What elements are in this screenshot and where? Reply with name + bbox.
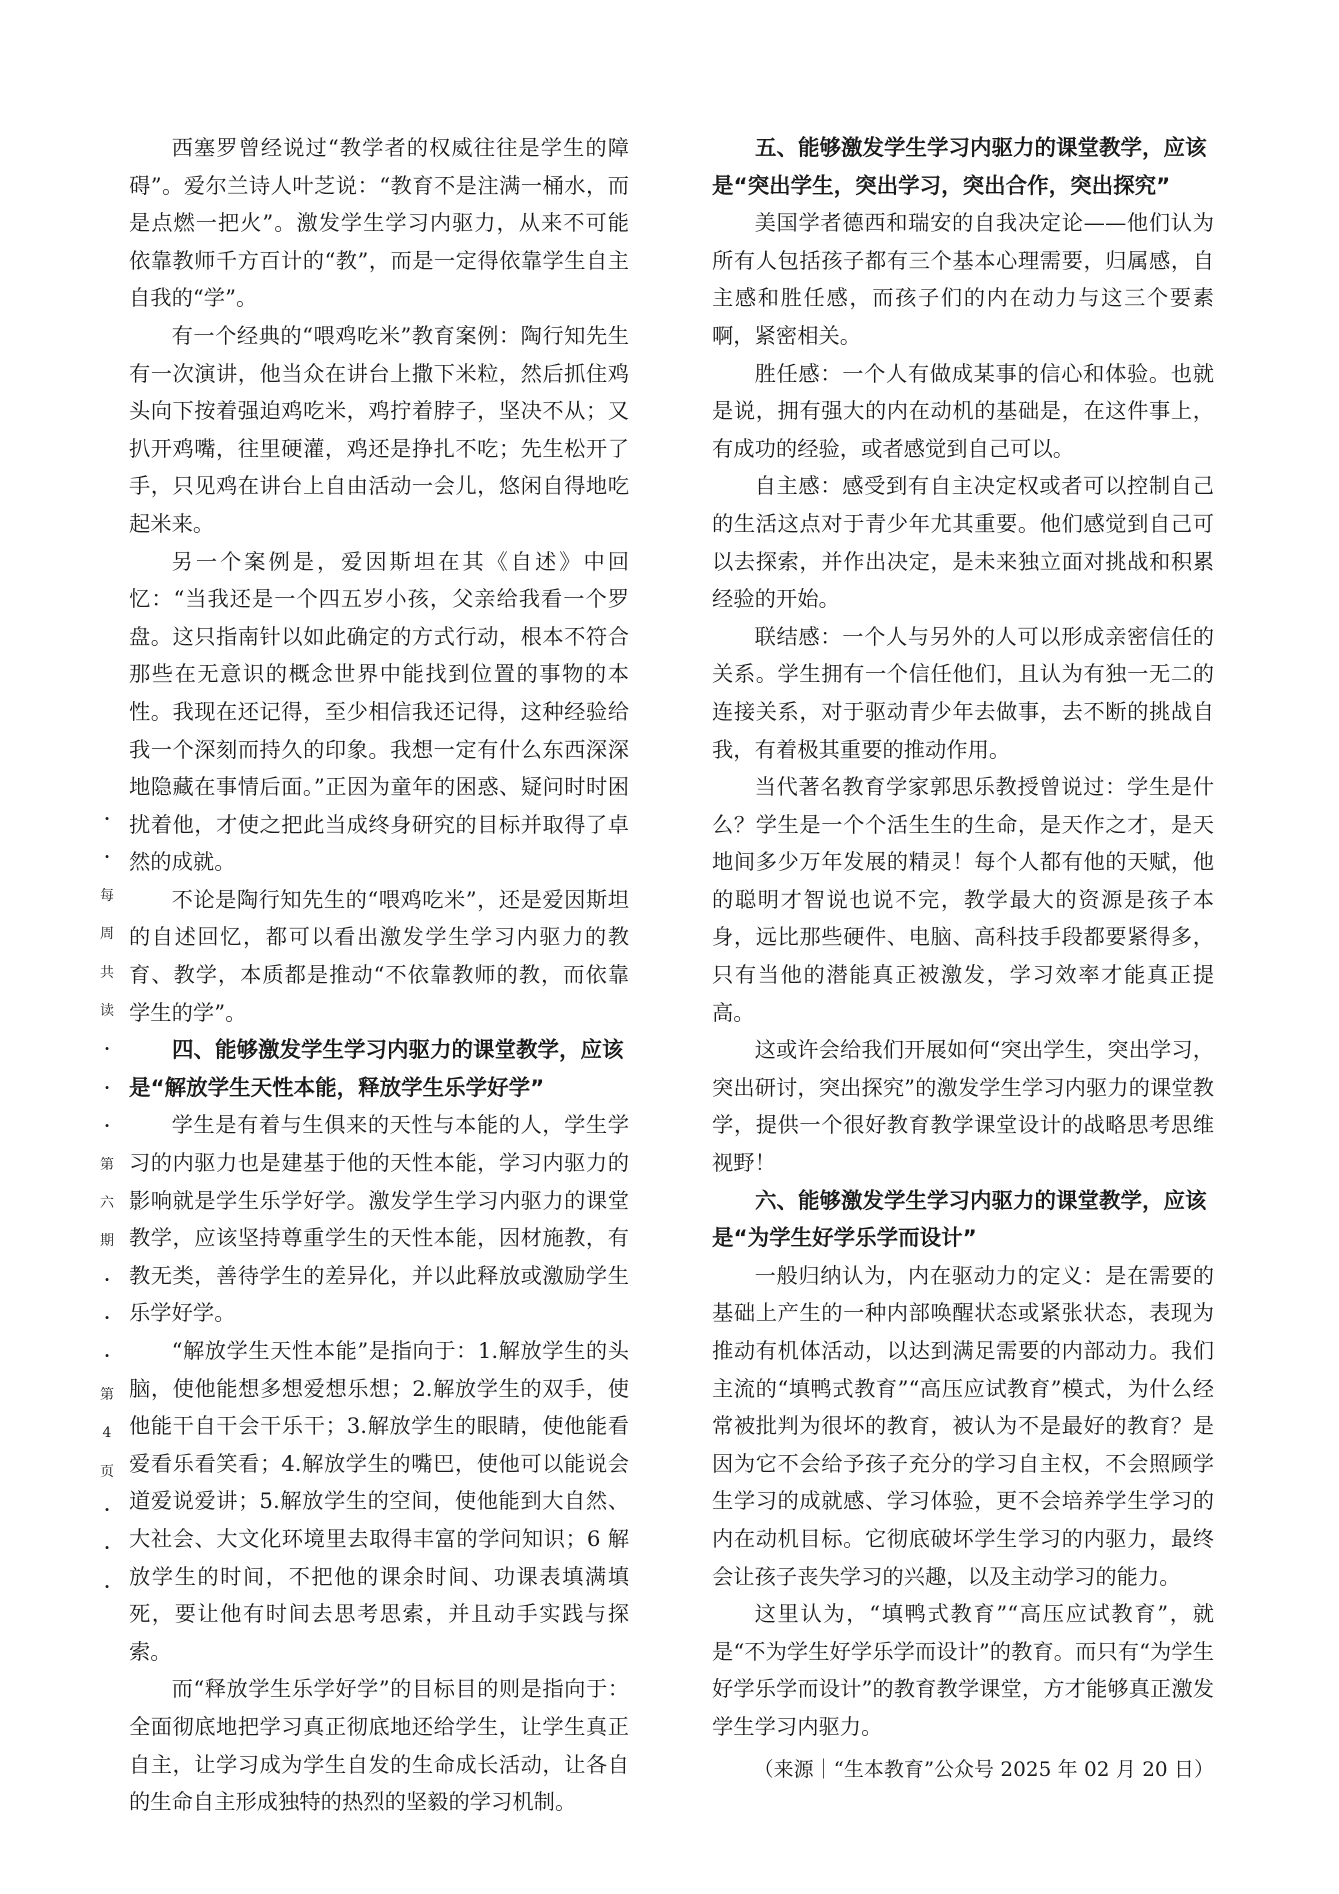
- margin-char: 第: [100, 1386, 114, 1403]
- section-heading: 四、能够激发学生学习内驱力的课堂教学，应该是“解放学生天性本能，释放学生乐学好学”: [129, 1038, 624, 1101]
- paragraph: “解放学生天性本能”是指向于：1.解放学生的头脑，使他能想多想爱想乐想；2.解放学生的双手，使他能干自干会干乐干；3.解放学生的眼睛，使他能看爱看乐看笑看；4.解放学生的嘴巴，使他可以能说会道爱说爱讲；5.解放学生的空间，使他能到大自然、大社会、大文化环境里去取得丰富的学问知识；6 解放学生的时间，不把他的课余时间、功课表填满填死，要让他有时间去思考思索，并且动手实践与探索。: [129, 1339, 629, 1665]
- page-margin-label: [98, 800, 116, 1606]
- left-column: [129, 130, 629, 1822]
- margin-char: 周: [100, 926, 114, 943]
- paragraph: 胜任感：一个人有做成某事的信心和体验。也就是说，拥有强大的内在动机的基础是，在这件事上，有成功的经验，或者感觉到自己可以。: [712, 361, 1214, 462]
- margin-char: ·: [104, 1346, 110, 1366]
- paragraph: 这或许会给我们开展如何“突出学生，突出学习，突出研讨，突出探究”的激发学生学习内驱力的课堂教学，提供一个很好教育教学课堂设计的战略思考思维视野！: [712, 1038, 1214, 1177]
- margin-char: ·: [104, 1500, 110, 1520]
- paragraph: 美国学者德西和瑞安的自我决定论——他们认为所有人包括孩子都有三个基本心理需要，归属感，自主感和胜任感，而孩子们的内在动力与这三个要素啊，紧密相关。: [712, 211, 1214, 349]
- margin-char: ·: [104, 1269, 110, 1289]
- paragraph: 联结感：一个人与另外的人可以形成亲密信任的关系。学生拥有一个信任他们，且认为有独一无二的连接关系，对于驱动青少年去做事，去不断的挑战自我，有着极其重要的推动作用。: [712, 624, 1214, 763]
- margin-char: ·: [104, 1039, 110, 1059]
- paragraph: 不论是陶行知先生的“喂鸡吃米”，还是爱因斯坦的自述回忆，都可以看出激发学生学习内驱力的教育、教学，本质都是推动“不依靠教师的教，而依靠学生的学”。: [129, 887, 629, 1026]
- paragraph: 另一个案例是，爱因斯坦在其《自述》中回忆：“当我还是一个四五岁小孩，父亲给我看一个罗盘。这只指南针以如此确定的方式行动，根本不符合那些在无意识的概念世界中能找到位置的事物的本性。我现在还记得，至少相信我还记得，这种经验给我一个深刻而持久的印象。我想一定有什么东西深深地隐藏在事情后面。”正因为童年的困惑、疑问时时困扰着他，才使之把此当成终身研究的目标并取得了卓然的成就。: [129, 549, 629, 876]
- paragraph: 而“释放学生乐学好学”的目标目的则是指向于：全面彻底地把学习真正彻底地还给学生，让学生真正自主，让学习成为学生自发的生命成长活动，让各自的生命自主形成独特的热烈的坚毅的学习机制。: [129, 1677, 629, 1816]
- margin-char: 共: [100, 964, 114, 981]
- margin-char: 六: [100, 1194, 114, 1211]
- paragraph: 一般归纳认为，内在驱动力的定义：是在需要的基础上产生的一种内部唤醒状态或紧张状态，表现为推动有机体活动，以达到满足需要的内部动力。我们主流的“填鸭式教育”“高压应试教育”模式，为什么经常被批判为很坏的教育，被认为不是最好的教育？是因为它不会给予孩子充分的学习自主权，不会照顾学生学习的成就感、学习体验，更不会培养学生学习的内在动机目标。它彻底破坏学生学习的内驱力，最终会让孩子丧失学习的兴趣，以及主动学习的能力。: [712, 1263, 1214, 1590]
- margin-char: 期: [100, 1233, 114, 1250]
- source-note: （来源｜“生本教育”公众号 2025 年 02 月 20 日）: [753, 1756, 1214, 1781]
- margin-char: 页: [100, 1463, 114, 1480]
- paragraph: 这里认为，“填鸭式教育”“高压应试教育”，就是“不为学生好学乐学而设计”的教育。而只有“为学生好学乐学而设计”的教育教学课堂，方才能够真正激发学生学习内驱力。: [712, 1602, 1214, 1740]
- paragraph: 学生是有着与生俱来的天性与本能的人，学生学习的内驱力也是建基于他的天性本能，学习内驱力的影响就是学生乐学好学。激发学生学习内驱力的课堂教学，应该坚持尊重学生的天性本能，因材施教，有教无类，善待学生的差异化，并以此释放或激励学生乐学好学。: [129, 1113, 629, 1327]
- right-column: [712, 130, 1214, 1788]
- margin-char: ·: [104, 809, 110, 828]
- margin-char: 每: [100, 887, 114, 904]
- margin-char: ·: [104, 1116, 110, 1136]
- paragraph: 当代著名教育学家郭思乐教授曾说过：学生是什么？学生是一个个活生生的生命，是天作之才，是天地间多少万年发展的精灵！每个人都有他的天赋，他的聪明才智说也说不完，教学最大的资源是孩子本身，远比那些硬件、电脑、高科技手段都要紧得多，只有当他的潜能真正被激发，学习效率才能真正提高。: [712, 775, 1214, 1026]
- paragraph: 西塞罗曾经说过“教学者的权威往往是学生的障碍”。爱尔兰诗人叶芝说：“教育不是注满一桶水，而是点燃一把火”。激发学生学习内驱力，从来不可能依靠教师千方百计的“教”，而是一定得依靠学生自主自我的“学”。: [129, 136, 629, 312]
- paragraph: 有一个经典的“喂鸡吃米”教育案例：陶行知先生有一次演讲，他当众在讲台上撒下米粒，然后抓住鸡头向下按着强迫鸡吃米，鸡拧着脖子，坚决不从；又扒开鸡嘴，往里硬灌，鸡还是挣扎不吃；先生松开了手，只见鸡在讲台上自由活动一会儿，悠闲自得地吃起米来。: [129, 323, 629, 537]
- section-heading: 五、能够激发学生学习内驱力的课堂教学，应该是“突出学生，突出学习，突出合作，突出探究”: [712, 136, 1207, 199]
- margin-char: ·: [104, 1538, 110, 1558]
- margin-char: ·: [104, 847, 110, 867]
- margin-char: ·: [104, 1308, 110, 1328]
- section-heading: 六、能够激发学生学习内驱力的课堂教学，应该是“为学生好学乐学而设计”: [712, 1188, 1207, 1252]
- margin-char: 第: [100, 1156, 114, 1173]
- margin-char: ·: [104, 1576, 110, 1596]
- paragraph: 自主感：感受到有自主决定权或者可以控制自己的生活这点对于青少年尤其重要。他们感觉到自己可以去探索，并作出决定，是未来独立面对挑战和积累经验的开始。: [712, 474, 1214, 613]
- margin-char: 4: [102, 1425, 112, 1442]
- margin-char: ·: [104, 1077, 110, 1097]
- margin-char: 读: [100, 1002, 114, 1019]
